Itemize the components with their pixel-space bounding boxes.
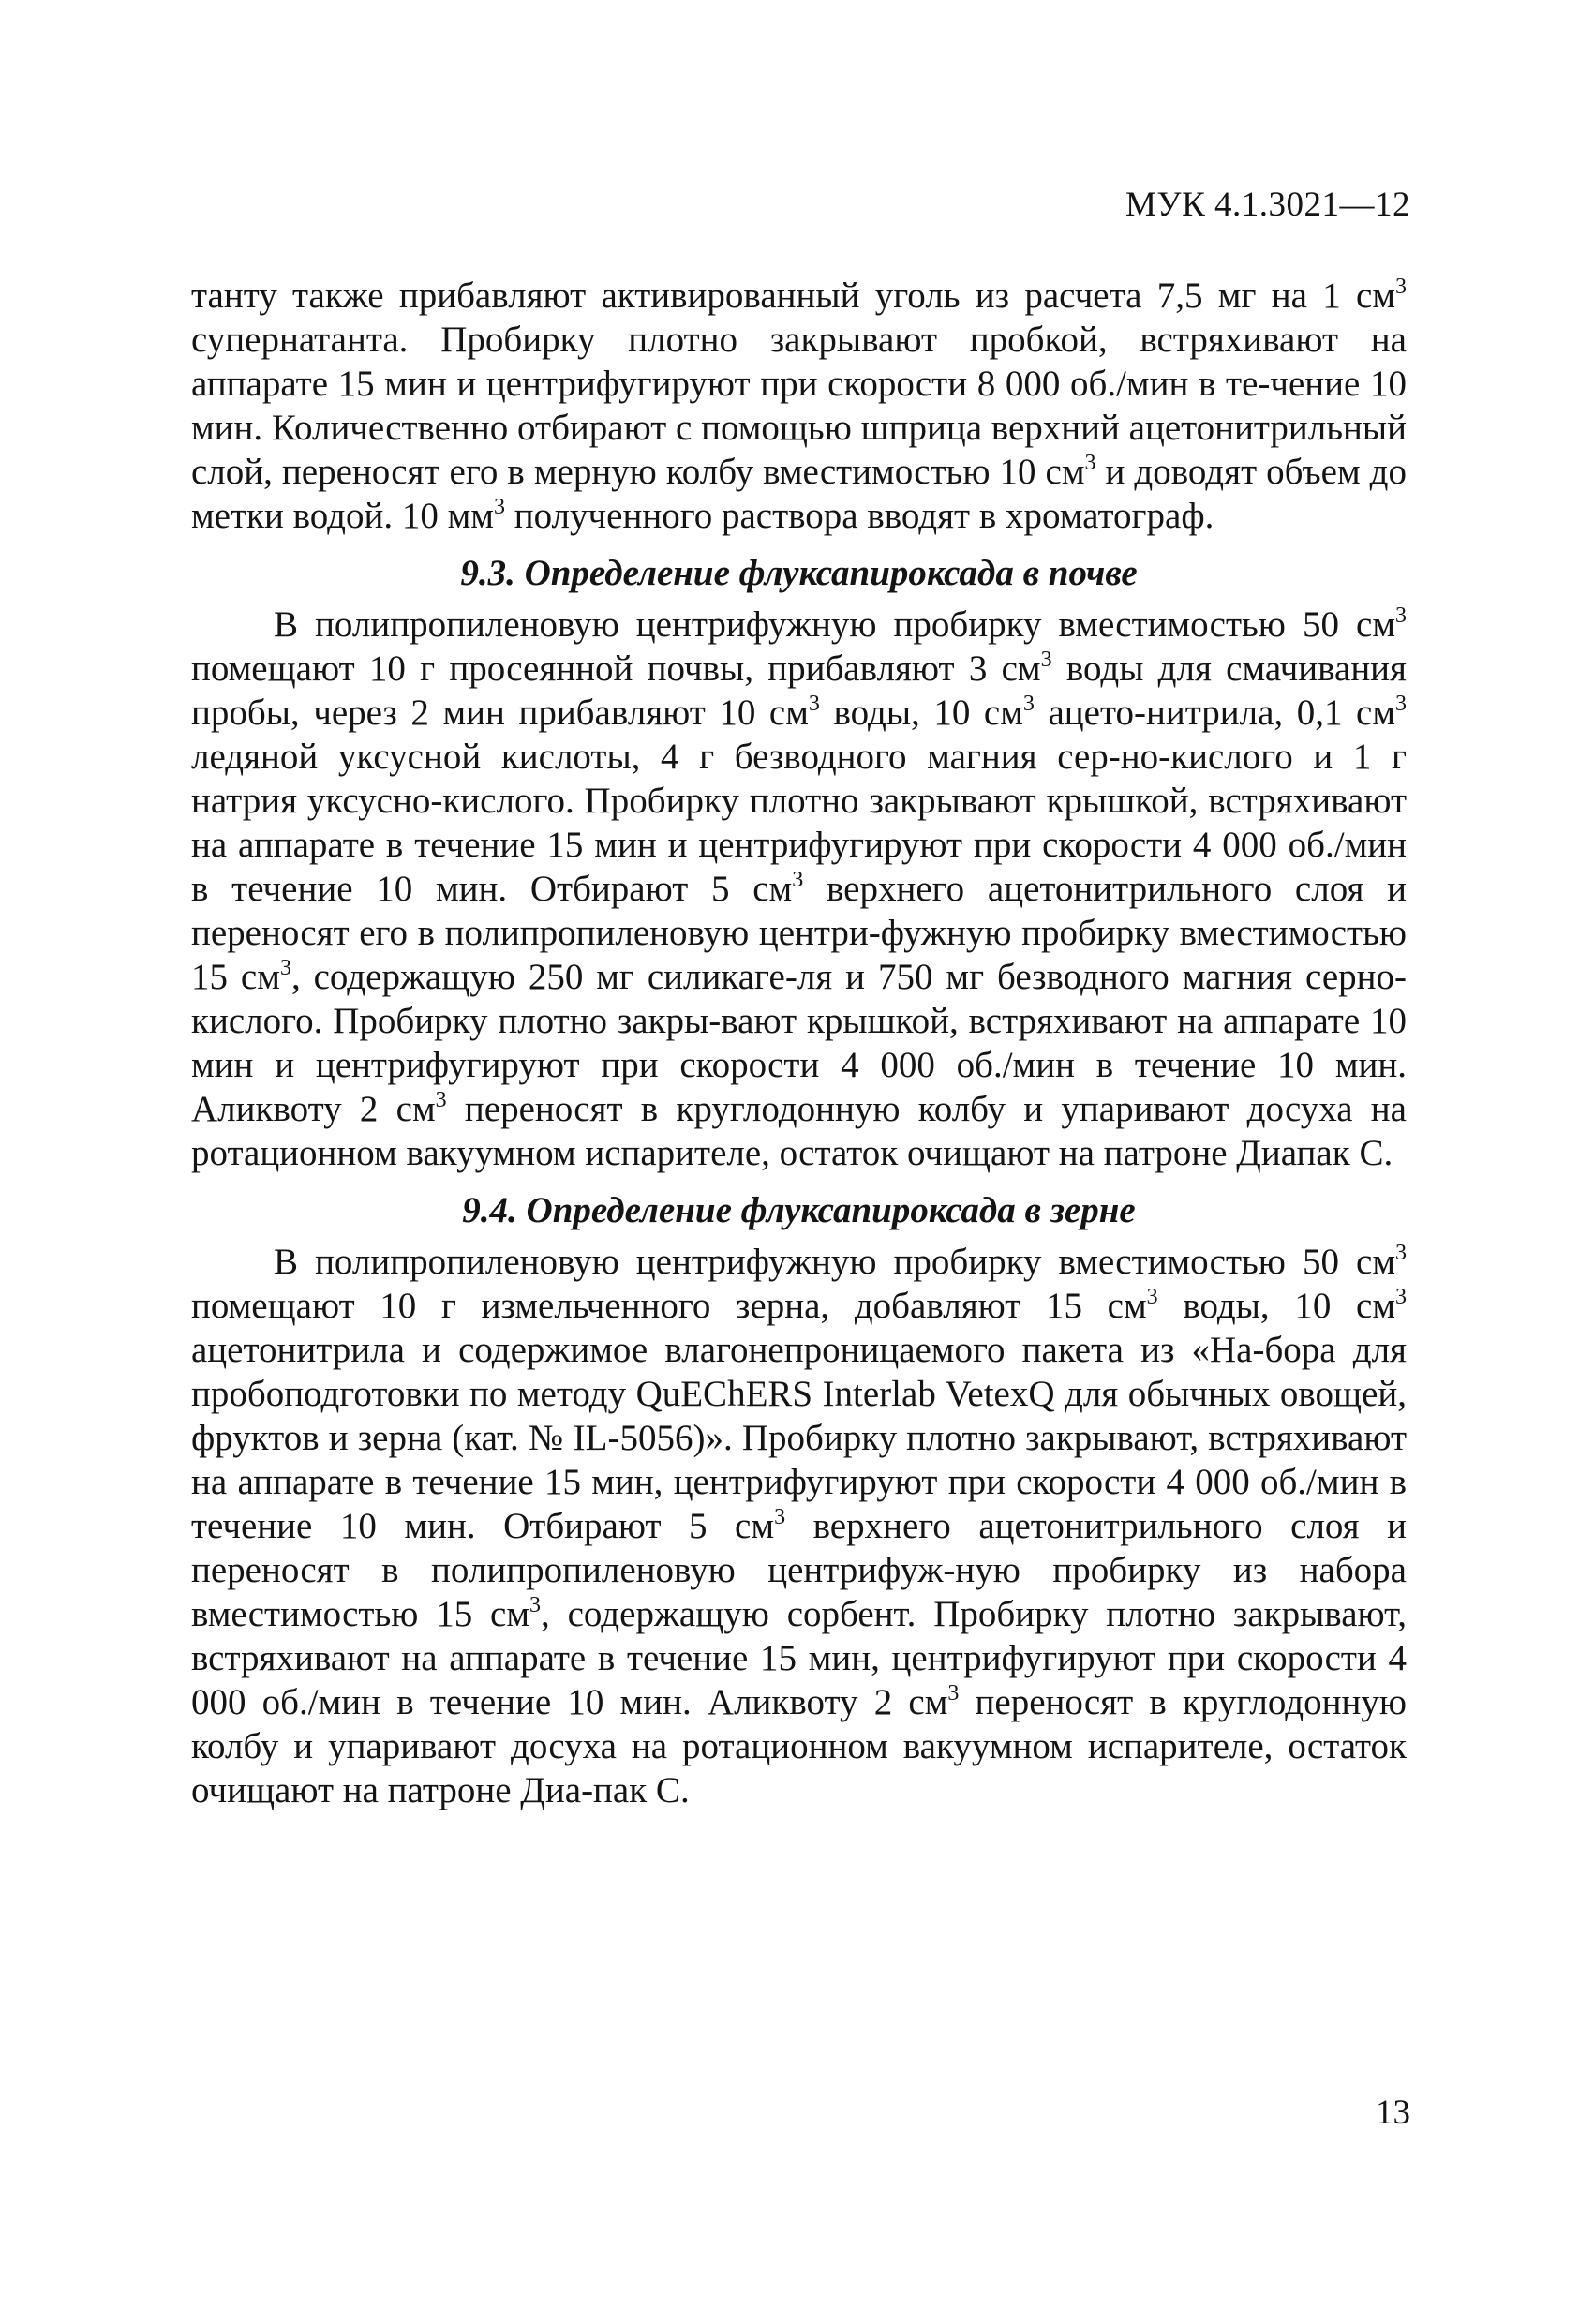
superscript: 3 <box>792 868 804 892</box>
superscript: 3 <box>1395 275 1407 299</box>
section-heading-9-4: 9.4. Определение флуксапироксада в зерне <box>462 1190 1136 1230</box>
superscript: 3 <box>529 1593 542 1617</box>
text-run: В полипропиленовую центрифужную пробирку вместимостью 50 см <box>274 1242 1395 1282</box>
text-run: воды для смачивания пробы, через 2 мин прибавляют 10 см <box>191 648 1407 733</box>
text-run: воды, 10 см <box>1157 1286 1396 1326</box>
superscript: 3 <box>1084 451 1096 475</box>
text-run: и доводят объем до метки водой. 10 мм <box>191 452 1408 536</box>
text-run: верхнего ацетонитрильного слоя и переносят его в полипропиленовую центри-фужную пробирку вместимостью 15 см <box>191 869 1407 997</box>
text-run: помещают 10 г измельченного зерна, добавляют 15 см <box>191 1286 1147 1326</box>
superscript: 3 <box>774 1505 786 1529</box>
paragraph-soil <box>191 603 1407 1175</box>
text-run: воды, 10 см <box>819 693 1023 733</box>
superscript: 3 <box>493 495 505 519</box>
superscript: 3 <box>1022 692 1035 716</box>
text-run: В полипропиленовую центрифужную пробирку вместимостью 50 см <box>274 604 1395 645</box>
superscript: 3 <box>1395 692 1408 716</box>
paragraph-continuation <box>191 274 1407 538</box>
text-run: полученного раствора вводят в хроматограф. <box>504 496 1214 536</box>
superscript: 3 <box>1146 1285 1158 1309</box>
page-body <box>191 274 1407 1812</box>
text-run: , содержащую 250 мг силикаге-ля и 750 мг безводного магния серно-кислого. Пробирку плотно закры-вают крышкой, встряхивают на аппарате 10 мин и центрифугируют при скорости 4 000 об./мин в течение 10 мин. Аликвоту 2 см <box>191 957 1408 1129</box>
superscript: 3 <box>947 1681 960 1706</box>
superscript: 3 <box>1395 603 1407 628</box>
document-code-header: МУК 4.1.3021—12 <box>1125 186 1410 224</box>
superscript: 3 <box>1040 648 1052 672</box>
superscript: 3 <box>435 1088 447 1112</box>
text-run: переносят в круглодонную колбу и упаривают досуха на ротационном вакуумном испарителе, остаток очищают на патроне Диапак С. <box>191 1089 1407 1173</box>
section-heading-9-3: 9.3. Определение флуксапироксада в почве <box>460 553 1138 593</box>
text-run: , содержащую сорбент. Пробирку плотно закрывают, встряхивают на аппарате в течение 15 мин, центрифугируют при скорости 4 000 об./мин в течение 10 мин. Аликвоту 2 см <box>191 1594 1407 1722</box>
text-run: ледяной уксусной кислоты, 4 г безводного магния сер-но-кислого и 1 г натрия уксусно-кислого. Пробирку плотно закрывают крышкой, встряхивают на аппарате в течение 15 мин и центрифугируют при скорости 4 000 об./мин в течение 10 мин. Отбирают 5 см <box>191 737 1407 909</box>
text-run: ацетонитрила и содержимое влагонепроницаемого пакета из «На-бора для пробоподготовки по методу QuEChERS Interlab VetexQ для обычных овощей, фруктов и зерна (кат. № IL-5056)». Пробирку плотно закрывают, встряхивают на аппарате в течение 15 мин, центрифугируют при скорости 4 000 об./мин в течение 10 мин. Отбирают 5 см <box>191 1330 1407 1546</box>
superscript: 3 <box>279 956 291 980</box>
text-run: танту также прибавляют активированный уголь из расчета 7,5 мг на 1 см <box>191 276 1395 316</box>
page-number: 13 <box>1376 2093 1410 2132</box>
superscript: 3 <box>1395 1285 1408 1309</box>
superscript: 3 <box>1395 1241 1407 1265</box>
paragraph-grain <box>191 1240 1407 1812</box>
text-run: переносят в круглодонную колбу и упаривают досуха на ротационном вакуумном испарителе, остаток очищают на патроне Диа-пак С. <box>191 1682 1407 1810</box>
text-run: помещают 10 г просеянной почвы, прибавляют 3 см <box>191 648 1041 689</box>
text-run: ацето-нитрила, 0,1 см <box>1034 693 1396 733</box>
text-run: верхнего ацетонитрильного слоя и переносят в полипропиленовую центрифуж-ную пробирку из набора вместимостью 15 см <box>191 1506 1408 1634</box>
text-run: супернатанта. Пробирку плотно закрывают пробкой, встряхивают на аппарате 15 мин и центрифугируют при скорости 8 000 об./мин в те-чение 10 мин. Количественно отбирают с помощью шприца верхний ацетонитрильный слой, переносят его в мерную колбу вместимостью 10 см <box>191 320 1407 492</box>
superscript: 3 <box>808 692 820 716</box>
